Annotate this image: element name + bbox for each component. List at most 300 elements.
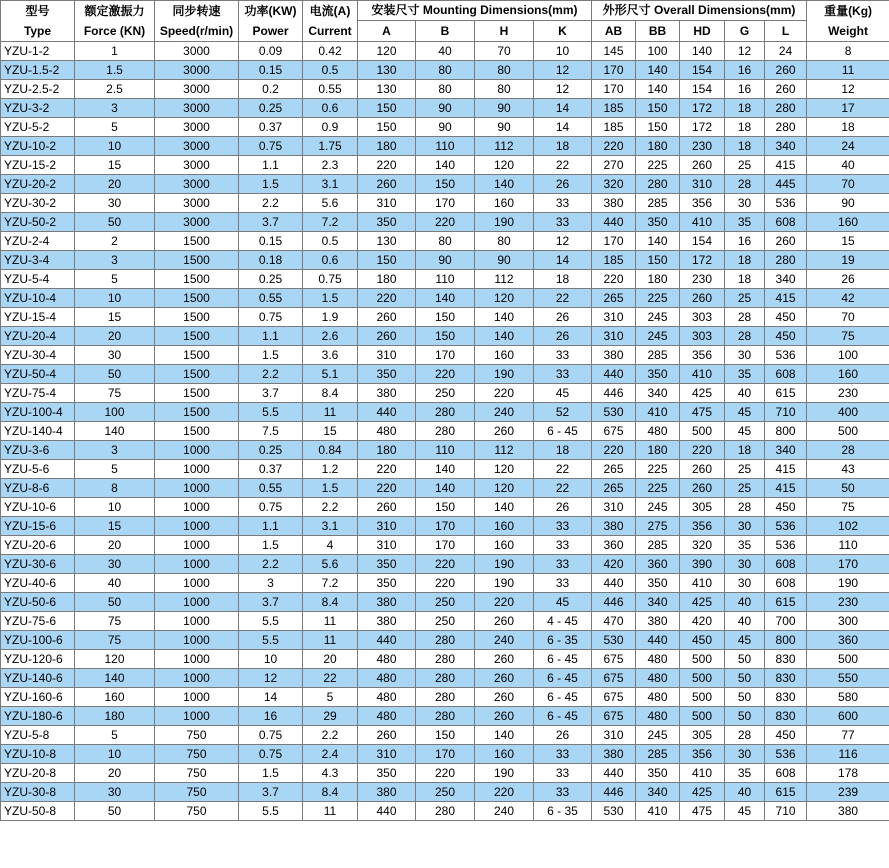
cell-force: 180 (75, 707, 155, 726)
cell-ab: 530 (592, 631, 636, 650)
table-row (1, 555, 889, 574)
cell-l: 710 (765, 802, 807, 821)
cell-hd: 320 (680, 536, 725, 555)
cell-power: 0.75 (239, 745, 303, 764)
cell-type: YZU-10-6 (1, 498, 75, 517)
cell-h: 112 (475, 270, 534, 289)
cell-hd: 500 (680, 422, 725, 441)
cell-bb: 245 (636, 327, 680, 346)
cell-hd: 303 (680, 308, 725, 327)
cell-weight: 15 (807, 232, 889, 251)
cell-g: 30 (725, 574, 765, 593)
cell-l: 800 (765, 631, 807, 650)
cell-b: 140 (416, 289, 475, 308)
cell-a: 480 (358, 422, 416, 441)
cell-force: 15 (75, 517, 155, 536)
cell-b: 250 (416, 384, 475, 403)
cell-k: 33 (534, 517, 592, 536)
cell-power: 1.1 (239, 517, 303, 536)
cell-ab: 380 (592, 346, 636, 365)
cell-ab: 220 (592, 441, 636, 460)
cell-b: 150 (416, 327, 475, 346)
table-row (1, 612, 889, 631)
cell-a: 480 (358, 650, 416, 669)
cell-b: 80 (416, 232, 475, 251)
cell-power: 0.25 (239, 99, 303, 118)
header-dim-b: B (416, 21, 475, 42)
cell-type: YZU-180-6 (1, 707, 75, 726)
cell-force: 5 (75, 726, 155, 745)
cell-current: 29 (303, 707, 358, 726)
cell-type: YZU-75-6 (1, 612, 75, 631)
cell-ab: 310 (592, 308, 636, 327)
cell-weight: 50 (807, 479, 889, 498)
cell-force: 30 (75, 346, 155, 365)
cell-bb: 410 (636, 403, 680, 422)
cell-current: 11 (303, 403, 358, 422)
cell-a: 180 (358, 270, 416, 289)
cell-power: 0.25 (239, 441, 303, 460)
cell-force: 75 (75, 631, 155, 650)
cell-l: 536 (765, 536, 807, 555)
cell-a: 120 (358, 42, 416, 61)
cell-b: 220 (416, 764, 475, 783)
cell-speed: 3000 (155, 61, 239, 80)
header-dim-ab: AB (592, 21, 636, 42)
cell-a: 380 (358, 593, 416, 612)
cell-h: 80 (475, 232, 534, 251)
cell-hd: 356 (680, 745, 725, 764)
cell-force: 30 (75, 555, 155, 574)
cell-current: 7.2 (303, 574, 358, 593)
cell-power: 3.7 (239, 783, 303, 802)
table-row (1, 213, 889, 232)
cell-b: 110 (416, 270, 475, 289)
cell-type: YZU-2.5-2 (1, 80, 75, 99)
header-speed (155, 1, 239, 42)
cell-ab: 440 (592, 764, 636, 783)
table-row (1, 802, 889, 821)
cell-hd: 220 (680, 441, 725, 460)
cell-b: 140 (416, 479, 475, 498)
cell-l: 536 (765, 346, 807, 365)
cell-k: 6 - 35 (534, 631, 592, 650)
cell-g: 16 (725, 232, 765, 251)
cell-h: 112 (475, 137, 534, 156)
cell-g: 16 (725, 61, 765, 80)
cell-force: 20 (75, 764, 155, 783)
cell-a: 350 (358, 764, 416, 783)
cell-current: 5.6 (303, 555, 358, 574)
cell-hd: 475 (680, 403, 725, 422)
cell-hd: 154 (680, 80, 725, 99)
cell-weight: 75 (807, 327, 889, 346)
cell-force: 120 (75, 650, 155, 669)
cell-h: 120 (475, 289, 534, 308)
cell-hd: 500 (680, 707, 725, 726)
cell-l: 608 (765, 574, 807, 593)
cell-power: 2.2 (239, 555, 303, 574)
cell-current: 0.6 (303, 99, 358, 118)
cell-bb: 340 (636, 384, 680, 403)
cell-weight: 40 (807, 156, 889, 175)
cell-force: 1 (75, 42, 155, 61)
cell-bb: 350 (636, 213, 680, 232)
cell-current: 8.4 (303, 384, 358, 403)
cell-h: 240 (475, 631, 534, 650)
cell-g: 18 (725, 118, 765, 137)
cell-type: YZU-20-2 (1, 175, 75, 194)
cell-h: 140 (475, 498, 534, 517)
cell-force: 3 (75, 251, 155, 270)
cell-h: 260 (475, 688, 534, 707)
cell-current: 0.5 (303, 232, 358, 251)
cell-weight: 160 (807, 365, 889, 384)
cell-hd: 356 (680, 517, 725, 536)
cell-l: 280 (765, 99, 807, 118)
cell-h: 220 (475, 593, 534, 612)
cell-a: 220 (358, 460, 416, 479)
cell-type: YZU-100-4 (1, 403, 75, 422)
cell-bb: 480 (636, 688, 680, 707)
cell-ab: 440 (592, 365, 636, 384)
cell-a: 260 (358, 498, 416, 517)
cell-k: 18 (534, 270, 592, 289)
cell-a: 350 (358, 213, 416, 232)
table-row (1, 707, 889, 726)
cell-h: 120 (475, 156, 534, 175)
cell-b: 150 (416, 175, 475, 194)
cell-weight: 75 (807, 498, 889, 517)
cell-weight: 400 (807, 403, 889, 422)
cell-a: 130 (358, 61, 416, 80)
cell-type: YZU-160-6 (1, 688, 75, 707)
cell-hd: 172 (680, 118, 725, 137)
cell-bb: 340 (636, 783, 680, 802)
cell-h: 160 (475, 194, 534, 213)
cell-current: 2.2 (303, 498, 358, 517)
cell-current: 0.55 (303, 80, 358, 99)
cell-hd: 260 (680, 460, 725, 479)
cell-speed: 3000 (155, 80, 239, 99)
cell-force: 2.5 (75, 80, 155, 99)
cell-a: 380 (358, 384, 416, 403)
cell-current: 1.5 (303, 479, 358, 498)
cell-g: 40 (725, 612, 765, 631)
cell-l: 608 (765, 213, 807, 232)
cell-force: 3 (75, 99, 155, 118)
cell-force: 30 (75, 194, 155, 213)
header-force-cn: 额定激振力 (84, 4, 145, 18)
cell-a: 440 (358, 403, 416, 422)
cell-ab: 360 (592, 536, 636, 555)
cell-l: 450 (765, 308, 807, 327)
cell-hd: 420 (680, 612, 725, 631)
cell-force: 140 (75, 422, 155, 441)
cell-h: 140 (475, 175, 534, 194)
cell-h: 260 (475, 707, 534, 726)
cell-type: YZU-50-4 (1, 365, 75, 384)
header-speed-en: Speed(r/min) (159, 24, 234, 38)
table-row (1, 137, 889, 156)
cell-h: 220 (475, 783, 534, 802)
cell-weight: 70 (807, 308, 889, 327)
header-dim-l: L (765, 21, 807, 42)
cell-power: 2.2 (239, 194, 303, 213)
cell-speed: 1000 (155, 669, 239, 688)
cell-power: 0.75 (239, 308, 303, 327)
table-row (1, 726, 889, 745)
cell-force: 50 (75, 365, 155, 384)
cell-weight: 380 (807, 802, 889, 821)
header-force (75, 1, 155, 42)
cell-g: 18 (725, 99, 765, 118)
header-dim-hd: HD (680, 21, 725, 42)
cell-ab: 446 (592, 593, 636, 612)
cell-current: 0.75 (303, 270, 358, 289)
cell-h: 240 (475, 403, 534, 422)
cell-b: 40 (416, 42, 475, 61)
cell-speed: 1000 (155, 441, 239, 460)
cell-h: 190 (475, 213, 534, 232)
cell-g: 16 (725, 80, 765, 99)
cell-hd: 500 (680, 688, 725, 707)
cell-weight: 230 (807, 384, 889, 403)
cell-h: 90 (475, 118, 534, 137)
cell-k: 45 (534, 593, 592, 612)
cell-b: 170 (416, 536, 475, 555)
cell-k: 4 - 45 (534, 612, 592, 631)
cell-bb: 245 (636, 498, 680, 517)
cell-hd: 410 (680, 764, 725, 783)
cell-l: 450 (765, 327, 807, 346)
cell-type: YZU-3-4 (1, 251, 75, 270)
cell-ab: 675 (592, 422, 636, 441)
header-current-cn: 电流(A) (309, 4, 351, 18)
cell-speed: 1000 (155, 498, 239, 517)
cell-bb: 285 (636, 536, 680, 555)
table-row (1, 517, 889, 536)
cell-power: 3 (239, 574, 303, 593)
cell-hd: 230 (680, 137, 725, 156)
cell-weight: 160 (807, 213, 889, 232)
cell-type: YZU-1.5-2 (1, 61, 75, 80)
cell-force: 10 (75, 289, 155, 308)
cell-b: 150 (416, 726, 475, 745)
cell-g: 25 (725, 289, 765, 308)
cell-force: 5 (75, 118, 155, 137)
cell-b: 90 (416, 251, 475, 270)
table-header (1, 1, 889, 42)
cell-bb: 150 (636, 251, 680, 270)
cell-h: 260 (475, 650, 534, 669)
cell-weight: 43 (807, 460, 889, 479)
cell-b: 280 (416, 631, 475, 650)
cell-a: 310 (358, 745, 416, 764)
cell-weight: 239 (807, 783, 889, 802)
cell-speed: 3000 (155, 213, 239, 232)
header-dim-g: G (725, 21, 765, 42)
cell-l: 608 (765, 555, 807, 574)
cell-a: 260 (358, 175, 416, 194)
table-row (1, 384, 889, 403)
cell-type: YZU-3-6 (1, 441, 75, 460)
cell-l: 608 (765, 764, 807, 783)
header-current-en: Current (308, 24, 352, 38)
cell-h: 190 (475, 555, 534, 574)
cell-speed: 750 (155, 726, 239, 745)
cell-force: 100 (75, 403, 155, 422)
cell-type: YZU-140-4 (1, 422, 75, 441)
cell-type: YZU-50-2 (1, 213, 75, 232)
cell-b: 220 (416, 555, 475, 574)
cell-force: 1.5 (75, 61, 155, 80)
cell-type: YZU-5-6 (1, 460, 75, 479)
cell-ab: 530 (592, 802, 636, 821)
cell-h: 112 (475, 441, 534, 460)
cell-ab: 470 (592, 612, 636, 631)
cell-l: 830 (765, 650, 807, 669)
cell-type: YZU-15-6 (1, 517, 75, 536)
cell-bb: 350 (636, 574, 680, 593)
cell-a: 350 (358, 574, 416, 593)
cell-k: 22 (534, 156, 592, 175)
cell-force: 20 (75, 536, 155, 555)
cell-b: 80 (416, 80, 475, 99)
cell-bb: 350 (636, 764, 680, 783)
cell-bb: 285 (636, 194, 680, 213)
cell-ab: 310 (592, 726, 636, 745)
header-weight-en: Weight (828, 24, 868, 38)
cell-bb: 245 (636, 308, 680, 327)
cell-force: 20 (75, 327, 155, 346)
cell-k: 18 (534, 441, 592, 460)
cell-h: 120 (475, 460, 534, 479)
cell-a: 260 (358, 327, 416, 346)
cell-h: 80 (475, 80, 534, 99)
header-dim-h: H (475, 21, 534, 42)
cell-l: 340 (765, 270, 807, 289)
cell-type: YZU-30-8 (1, 783, 75, 802)
header-force-en: Force (KN) (83, 24, 146, 38)
cell-b: 170 (416, 745, 475, 764)
cell-g: 30 (725, 745, 765, 764)
cell-power: 0.55 (239, 479, 303, 498)
cell-g: 50 (725, 707, 765, 726)
cell-l: 260 (765, 80, 807, 99)
cell-b: 280 (416, 669, 475, 688)
cell-hd: 425 (680, 593, 725, 612)
cell-speed: 1500 (155, 251, 239, 270)
cell-ab: 380 (592, 517, 636, 536)
cell-type: YZU-140-6 (1, 669, 75, 688)
cell-g: 25 (725, 460, 765, 479)
header-current (303, 1, 358, 42)
cell-speed: 1500 (155, 308, 239, 327)
cell-ab: 446 (592, 384, 636, 403)
cell-type: YZU-50-8 (1, 802, 75, 821)
cell-hd: 172 (680, 99, 725, 118)
cell-l: 830 (765, 688, 807, 707)
cell-weight: 600 (807, 707, 889, 726)
cell-k: 26 (534, 308, 592, 327)
cell-hd: 500 (680, 669, 725, 688)
table-row (1, 251, 889, 270)
cell-k: 14 (534, 251, 592, 270)
cell-bb: 140 (636, 232, 680, 251)
cell-bb: 360 (636, 555, 680, 574)
cell-current: 22 (303, 669, 358, 688)
cell-force: 2 (75, 232, 155, 251)
cell-b: 280 (416, 650, 475, 669)
cell-hd: 303 (680, 327, 725, 346)
table-body (1, 42, 889, 821)
cell-power: 1.1 (239, 327, 303, 346)
cell-type: YZU-10-4 (1, 289, 75, 308)
cell-force: 5 (75, 270, 155, 289)
cell-power: 2.2 (239, 365, 303, 384)
cell-type: YZU-75-4 (1, 384, 75, 403)
cell-k: 14 (534, 118, 592, 137)
cell-a: 480 (358, 707, 416, 726)
cell-power: 14 (239, 688, 303, 707)
cell-h: 260 (475, 669, 534, 688)
cell-speed: 1500 (155, 289, 239, 308)
cell-force: 40 (75, 574, 155, 593)
cell-weight: 19 (807, 251, 889, 270)
cell-h: 160 (475, 745, 534, 764)
cell-bb: 225 (636, 460, 680, 479)
cell-a: 350 (358, 555, 416, 574)
cell-hd: 260 (680, 479, 725, 498)
cell-speed: 1500 (155, 346, 239, 365)
table-row (1, 403, 889, 422)
cell-k: 26 (534, 726, 592, 745)
cell-l: 830 (765, 669, 807, 688)
cell-l: 260 (765, 232, 807, 251)
cell-speed: 3000 (155, 137, 239, 156)
cell-ab: 420 (592, 555, 636, 574)
cell-weight: 28 (807, 441, 889, 460)
header-weight-cn: 重量(Kg) (824, 4, 873, 18)
cell-l: 340 (765, 441, 807, 460)
table-row (1, 593, 889, 612)
cell-l: 608 (765, 365, 807, 384)
cell-hd: 356 (680, 346, 725, 365)
cell-power: 16 (239, 707, 303, 726)
cell-type: YZU-8-6 (1, 479, 75, 498)
cell-bb: 225 (636, 156, 680, 175)
cell-bb: 350 (636, 365, 680, 384)
table-row (1, 498, 889, 517)
header-power-cn: 功率(KW) (244, 4, 297, 18)
cell-hd: 475 (680, 802, 725, 821)
cell-a: 220 (358, 479, 416, 498)
cell-g: 45 (725, 631, 765, 650)
cell-weight: 26 (807, 270, 889, 289)
table-row (1, 308, 889, 327)
cell-power: 0.09 (239, 42, 303, 61)
cell-force: 15 (75, 156, 155, 175)
cell-current: 3.1 (303, 517, 358, 536)
cell-ab: 675 (592, 707, 636, 726)
cell-bb: 180 (636, 137, 680, 156)
cell-hd: 410 (680, 213, 725, 232)
cell-b: 90 (416, 118, 475, 137)
cell-power: 5.5 (239, 802, 303, 821)
cell-type: YZU-15-4 (1, 308, 75, 327)
cell-ab: 675 (592, 688, 636, 707)
